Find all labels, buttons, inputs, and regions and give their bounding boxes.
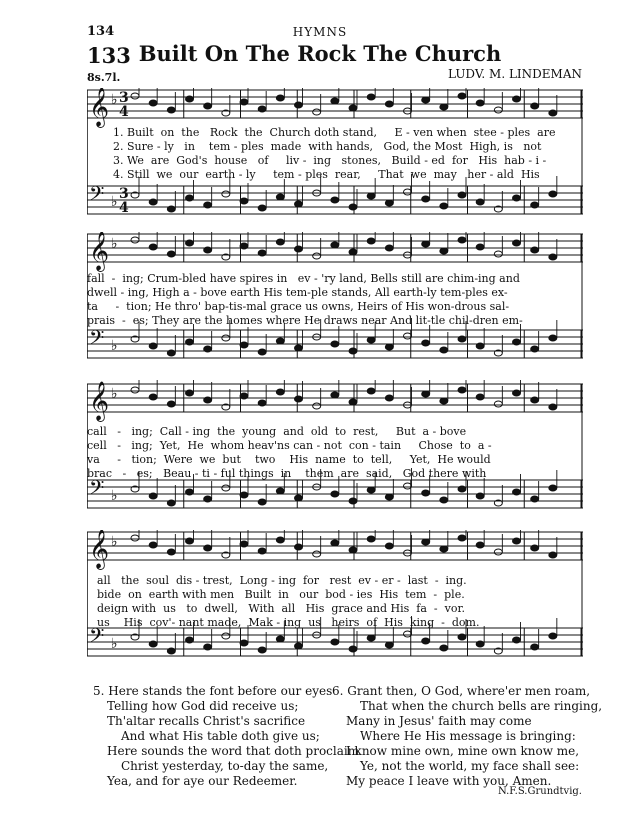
svg-text:4: 4	[119, 200, 129, 216]
lyric-line: 1. Built on the Rock the Church doth stand, E - ven when stee - ples are	[113, 126, 556, 139]
svg-text:𝄞: 𝄞	[89, 381, 110, 421]
svg-text:♭: ♭	[111, 636, 118, 652]
stanza-line: And what His table doth give us;	[121, 729, 320, 743]
music-system-2	[87, 232, 583, 364]
lyric-line: 3. We are God's house of liv - ing stones, Build - ed for His hab - i -	[113, 154, 547, 167]
lyric-line: dwell - ing, High a - bove earth His tem-ple stands, All earth-ly tem-ples ex-	[87, 286, 508, 299]
composer: LUDV. M. LINDEMAN	[448, 67, 582, 81]
stanza-6	[332, 684, 602, 789]
svg-text:𝄢: 𝄢	[89, 326, 105, 354]
lyric-line: 2. Sure - ly in tem - ples made with hands, God, the Most High, is not	[113, 140, 542, 153]
stanza-line: My peace I leave with you, Amen.	[346, 774, 552, 788]
svg-text:♭: ♭	[111, 338, 118, 354]
page-number: 134	[87, 24, 115, 39]
lyric-line: fall - ing; Crum-bled have spires in ev - 'ry land, Bells still are chim-ing and	[87, 272, 520, 285]
svg-text:𝄞: 𝄞	[89, 530, 110, 569]
hymn-number: 133	[87, 43, 131, 68]
lyric-line: prais - es; They are the homes where He draws near And lit-tle chil-dren em-	[87, 314, 523, 327]
stanza-line: 6. Grant then, O God, where'er men roam,	[332, 684, 591, 698]
lyric-line: call - ing; Call - ing the young and old to rest, But a - bove	[87, 425, 467, 438]
svg-text:♭: ♭	[111, 386, 118, 402]
stanza-line: Yea, and for aye our Redeemer.	[107, 774, 298, 788]
stanza-line: Many in Jesus' faith may come	[346, 714, 532, 728]
stanza-line: That when the church bells are ringing,	[360, 699, 603, 713]
lyric-line	[87, 300, 583, 313]
svg-text:𝄞: 𝄞	[89, 232, 110, 271]
stanza-line: 5. Here stands the font before our eyes	[93, 684, 333, 698]
svg-text:𝄢: 𝄢	[89, 624, 105, 652]
lyric-line: cell - ing; Yet, He whom heav'ns can - not con - tain Chose to a -	[87, 439, 492, 452]
lyric-line: deign with us to dwell, With all His grace and His fa - vor.	[97, 602, 466, 615]
music-system-4	[87, 530, 583, 670]
lyric-line: all the soul dis - trest, Long - ing for rest ev - er - last - ing.	[97, 574, 467, 587]
stanza-line: Where He His message is bringing:	[360, 729, 576, 743]
svg-text:♭: ♭	[111, 92, 118, 108]
svg-text:♭: ♭	[111, 534, 118, 550]
lyric-prefix: ta	[87, 300, 98, 313]
lyric-line: 4. Still we our earth - ly tem - ples rear, That we may her - ald His	[113, 168, 540, 181]
svg-text:𝄢: 𝄢	[89, 182, 105, 210]
stanza-line: I know mine own, mine own know me,	[346, 744, 580, 758]
svg-text:♭: ♭	[111, 488, 118, 504]
lyricist: N.F.S.Grundtvig.	[497, 786, 582, 797]
svg-text:4: 4	[119, 104, 129, 120]
stanza-5	[93, 684, 359, 789]
stanza-line: Here sounds the word that doth proclaim	[107, 744, 360, 758]
svg-text:3: 3	[119, 90, 129, 106]
music-system-3	[87, 380, 583, 512]
stanza-line: Christ yesterday, to-day the same,	[121, 759, 329, 773]
meter: 8s.7l.	[87, 71, 121, 84]
svg-text:𝄞: 𝄞	[89, 88, 110, 127]
running-head: HYMNS	[292, 25, 348, 39]
svg-text:3: 3	[119, 186, 129, 202]
svg-text:♭: ♭	[111, 236, 118, 252]
lyric-line: va - tion; Were we but two His name to tell, Yet, He would	[87, 453, 491, 466]
lyric-line: bide on earth with men Built in our bod - ies His tem - ple.	[97, 588, 465, 601]
svg-text:𝄢: 𝄢	[89, 476, 105, 504]
music-system-1	[87, 88, 583, 220]
stanza-line: Th'altar recalls Christ's sacrifice	[107, 714, 306, 728]
lyric-line: brac - es; Beau - ti - ful things in them are said, God there with	[87, 467, 487, 480]
lyric-text: - tion; He thro' bap-tis-mal grace us owns, Heirs of His won-drous sal-	[97, 300, 510, 313]
svg-text:♭: ♭	[111, 194, 118, 210]
hymn-title: Built On The Rock The Church	[138, 41, 502, 66]
stanza-line: Ye, not the world, my face shall see:	[360, 759, 580, 773]
stanza-line: Telling how God did receive us;	[107, 699, 299, 713]
lyric-line: us His cov'- nant made, Mak - ing us heirs of His king - dom.	[97, 616, 480, 629]
